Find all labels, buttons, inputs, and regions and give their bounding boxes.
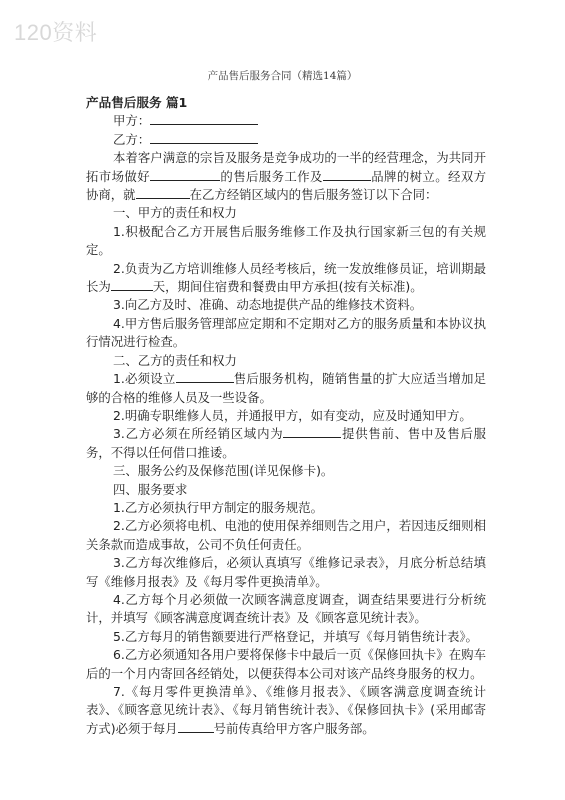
- paragraph-text: 1.积极配合乙方开展售后服务维修工作及执行国家新三包的有关规定。: [86, 223, 486, 258]
- paragraph: [86, 462, 486, 480]
- paragraph-text: 四、服务要求: [113, 481, 188, 497]
- paragraph: [86, 352, 486, 370]
- paragraph: [86, 646, 486, 683]
- paragraph: [86, 315, 486, 352]
- fill-in-blank: [178, 720, 214, 733]
- paragraph-text: 1.必须设立: [113, 371, 176, 387]
- paragraph-text: 本着客户满意的宗旨及服务是竞争成功的一半的经营理念，为共同开拓市场做好: [86, 150, 486, 184]
- paragraph: [86, 407, 486, 425]
- paragraph-text: 提供售前、售中及售后服务，不得以任何借口推诿。: [86, 426, 487, 460]
- paragraph-text: 6.乙方必须通知各用户要将保修卡中最后一页《保修回执卡》在购车后的一个月内寄回各经销处，以便获得本公司对该产品终身服务的权力。: [86, 647, 486, 681]
- fill-in-blank: [323, 168, 371, 181]
- paragraph-text: 3.向乙方及时、准确、动态地提供产品的维修技术资料。: [113, 297, 423, 313]
- paragraph-text: 号前传真给甲方客户服务部。: [213, 720, 375, 736]
- paragraph: [86, 591, 486, 628]
- paragraph-text: 3.乙方必须在所经销区域内为: [113, 426, 284, 442]
- paragraph-text: 的售后服务工作及: [220, 168, 323, 184]
- fill-in-blank: [150, 168, 220, 181]
- paragraph: [86, 260, 486, 297]
- paragraph-text: 4.甲方售后服务管理部应定期和不定期对乙方的服务质量和本协议执行情况进行检查。: [86, 315, 486, 350]
- paragraph-text: 三、服务公约及保修范围(详见保修卡)。: [113, 463, 334, 479]
- paragraph-text: 天，期间住宿费和餐费由甲方承担(按有关标准)。: [152, 279, 423, 295]
- paragraph: [86, 499, 486, 517]
- party-a-label: 甲方：: [113, 113, 151, 129]
- paragraph-text: 4.乙方每个月必须做一次顾客满意度调查，调查结果要进行分析统计，并填写《顾客满意度调查统计表》及《顾客意见统计表》。: [86, 591, 486, 626]
- paragraph: [86, 370, 486, 407]
- paragraph: [86, 517, 486, 554]
- document-title: 产品售后服务合同（精选14篇）: [207, 70, 358, 82]
- party-b-line: [86, 131, 486, 149]
- document-body: [86, 94, 486, 738]
- paragraph-text: 2.明确专职维修人员，并通报甲方，如有变动，应及时通知甲方。: [113, 407, 472, 423]
- paragraph: [86, 628, 486, 646]
- paragraph: [86, 481, 486, 499]
- section-title: 产品售后服务 篇1: [86, 95, 188, 110]
- paragraph-text: 在乙方经销区域内的售后服务签订以下合同：: [189, 187, 438, 203]
- paragraph-text: 品牌的树立。经双方协商，就: [86, 168, 487, 203]
- paragraph-text: 3.乙方每次维修后，必须认真填写《维修记录表》，月底分析总结填写《维修月报表》及《每月零件更换清单》。: [86, 555, 486, 589]
- party-b-blank: [150, 131, 258, 144]
- paragraph-text: 2.负责为乙方培训维修人员经考核后，统一发放维修员证，培训期最长为: [86, 260, 486, 295]
- paragraph: [86, 204, 486, 222]
- paragraph-text: 7.《每月零件更换清单》、《维修月报表》、《顾客满意度调查统计表》、《顾客意见统计表》、《每月销售统计表》、《保修回执卡》(采用邮寄方式)必须于每月: [86, 684, 486, 736]
- watermark: 120资料: [14, 20, 98, 45]
- fill-in-blank: [176, 370, 234, 383]
- paragraph: [86, 425, 486, 462]
- party-b-label: 乙方：: [113, 131, 151, 147]
- paragraph: [86, 149, 486, 204]
- paragraph-text: 二、乙方的责任和权力: [113, 352, 237, 368]
- paragraph: [86, 683, 486, 738]
- paragraph: [86, 223, 486, 260]
- party-a-blank: [150, 112, 258, 125]
- paragraph-text: 1.乙方必须执行甲方制定的服务规范。: [113, 499, 324, 515]
- paragraph-list: [86, 149, 486, 738]
- paragraph-text: 一、甲方的责任和权力: [113, 205, 237, 221]
- party-a-line: [86, 112, 486, 130]
- paragraph: [86, 554, 486, 591]
- paragraph: [86, 296, 486, 314]
- fill-in-blank: [111, 278, 153, 291]
- paragraph-text: 售后服务机构，随销售量的扩大应适当增加足够的合格的维修人员及一些设备。: [86, 371, 486, 405]
- fill-in-blank: [283, 425, 341, 438]
- fill-in-blank: [136, 186, 190, 199]
- paragraph-text: 5.乙方每月的销售额要进行严格登记，并填写《每月销售统计表》。: [113, 628, 478, 644]
- paragraph-text: 2.乙方必须将电机、电池的使用保养细则告之用户，若因违反细则相关条款而造成事故，公司不负任何责任。: [86, 518, 486, 552]
